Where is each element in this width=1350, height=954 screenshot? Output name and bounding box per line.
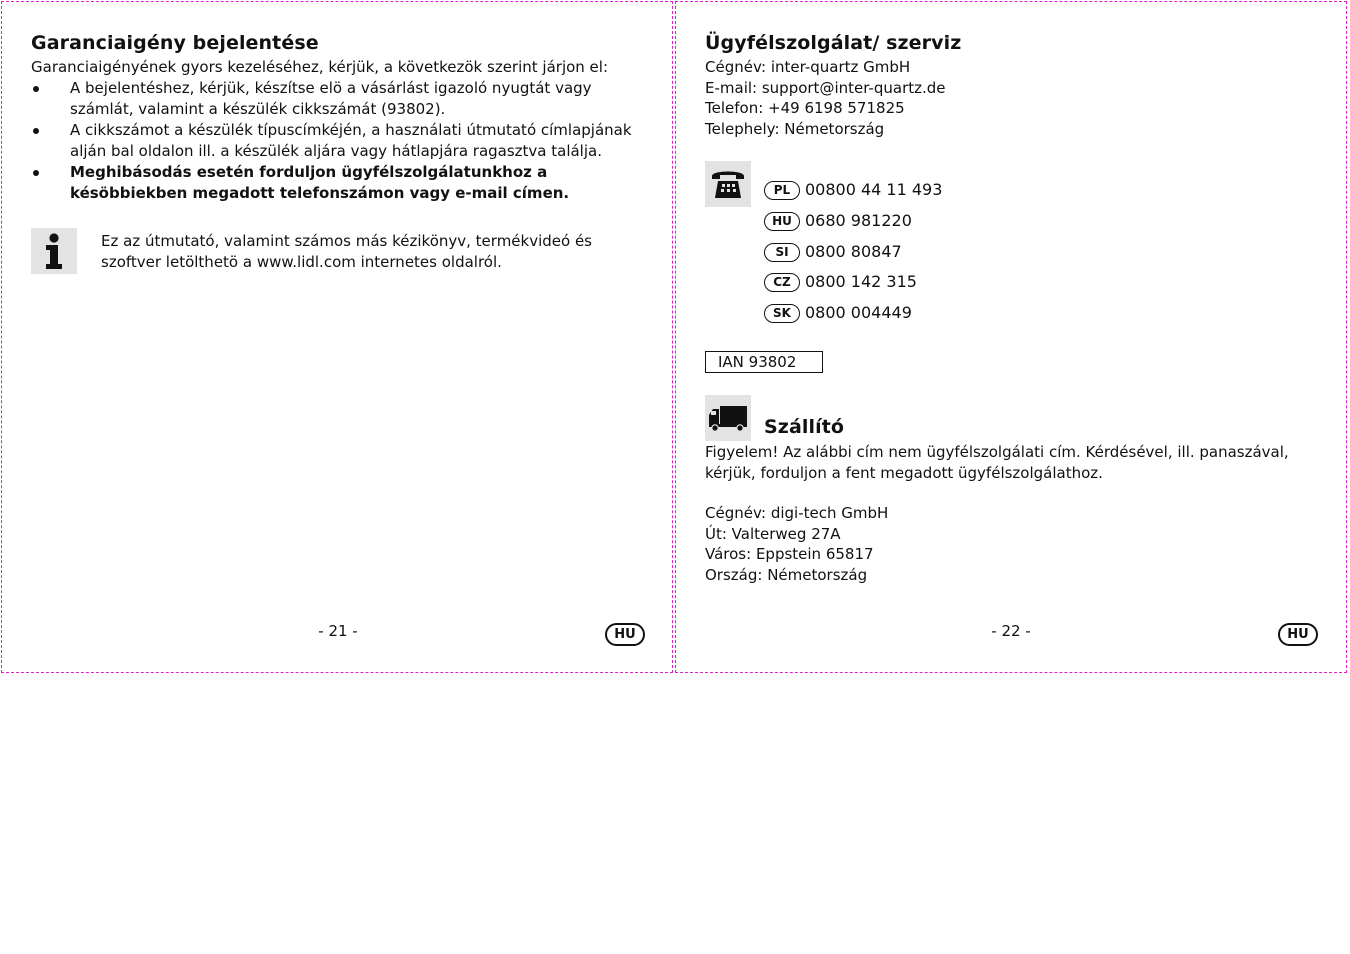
country-badge: SI bbox=[764, 243, 800, 262]
country-badge: HU bbox=[764, 212, 800, 231]
info-text: Ez az útmutató, valamint számos más kézikönyv, termékvideó és szoftver letölthetö a www.lidl.com internetes oldalról. bbox=[101, 232, 593, 271]
phone-number: 0800 80847 bbox=[805, 242, 902, 261]
left-page bbox=[1, 1, 673, 673]
page-number: - 21 - bbox=[318, 622, 358, 640]
warranty-bullet-list bbox=[31, 78, 641, 204]
phone-number: 0680 981220 bbox=[805, 211, 912, 230]
warranty-section bbox=[31, 32, 641, 204]
phone-number: 00800 44 11 493 bbox=[805, 180, 943, 199]
phone-row bbox=[764, 242, 902, 262]
supplier-section bbox=[705, 442, 1315, 585]
service-section bbox=[705, 32, 1315, 139]
contact-line: Telephely: Németország bbox=[705, 119, 885, 138]
phone-row bbox=[764, 180, 942, 200]
contact-line: Telefon: +49 6198 571825 bbox=[705, 99, 905, 117]
truck-icon bbox=[705, 395, 751, 441]
bullet-item-bold: Meghibásodás esetén forduljon ügyfélszolgálatunkhoz a késöbbiekben megadott telefonszámon vagy e-mail címen. bbox=[31, 162, 641, 204]
supplier-heading: Szállító bbox=[764, 416, 845, 438]
supplier-line: Cégnév: digi-tech GmbH bbox=[705, 504, 889, 522]
info-icon bbox=[31, 228, 77, 274]
supplier-line: Út: Valterweg 27A bbox=[705, 524, 841, 543]
supplier-note: Figyelem! Az alábbi cím nem ügyfélszolgálati cím. Kérdésével, ill. panaszával, kérjük, forduljon a fent megadott ügyfélszolgálathoz. bbox=[705, 443, 1289, 482]
country-badge: SK bbox=[764, 304, 800, 323]
telephone-icon bbox=[705, 161, 751, 207]
bullet-item: A cikkszámot a készülék típuscímkéjén, a használati útmutató címlapjának alján bal oldalon ill. a készülék aljára vagy hátlapjára ragasztva találja. bbox=[31, 120, 641, 162]
right-page bbox=[675, 1, 1347, 673]
language-badge: HU bbox=[1278, 623, 1318, 646]
phone-number: 0800 004449 bbox=[805, 303, 912, 322]
phone-row bbox=[764, 211, 912, 231]
country-badge: PL bbox=[764, 181, 800, 200]
service-heading: Ügyfélszolgálat/ szerviz bbox=[705, 32, 962, 54]
ian-box: IAN 93802 bbox=[705, 351, 823, 373]
warranty-heading: Garanciaigény bejelentése bbox=[31, 32, 319, 54]
contact-line: Cégnév: inter-quartz GmbH bbox=[705, 58, 911, 76]
country-badge: CZ bbox=[764, 273, 800, 292]
phone-row bbox=[764, 272, 917, 292]
contact-line: E-mail: support@inter-quartz.de bbox=[705, 78, 946, 97]
phone-row bbox=[764, 303, 912, 323]
phone-number: 0800 142 315 bbox=[805, 272, 917, 291]
page-number: - 22 - bbox=[991, 622, 1031, 640]
warranty-intro: Garanciaigényének gyors kezeléséhez, kérjük, a következök szerint járjon el: bbox=[31, 58, 609, 76]
supplier-line: Ország: Németország bbox=[705, 565, 868, 584]
language-badge: HU bbox=[605, 623, 645, 646]
bullet-item: A bejelentéshez, kérjük, készítse elö a vásárlást igazoló nyugtát vagy számlát, valamint a készülék cikkszámát (93802). bbox=[31, 78, 641, 120]
supplier-line: Város: Eppstein 65817 bbox=[705, 545, 874, 563]
